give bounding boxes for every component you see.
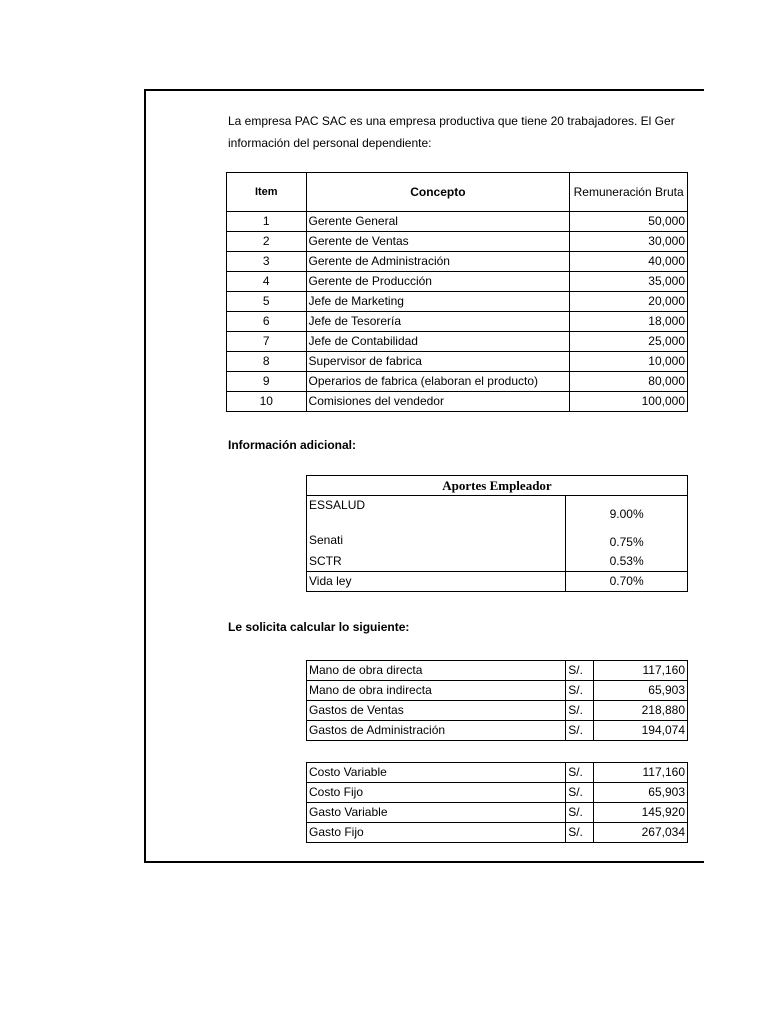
item-cell: 4	[227, 272, 307, 292]
moneda-cell: S/.	[566, 783, 594, 803]
aportes-rate: 0.75%	[609, 535, 644, 549]
solicita-label: Le solicita calcular lo siguiente:	[228, 620, 410, 634]
moneda-cell: S/.	[566, 803, 594, 823]
table-row	[307, 701, 688, 721]
table-row	[227, 252, 688, 272]
moneda-cell: S/.	[566, 823, 594, 843]
concepto-cell: Gerente de Producción	[306, 272, 570, 292]
concepto-cell: Jefe de Contabilidad	[306, 332, 570, 352]
monto-cell: 80,000	[570, 372, 688, 392]
moneda-cell: S/.	[566, 721, 594, 741]
table-row	[307, 763, 688, 783]
aportes-name: Senati	[309, 533, 344, 547]
monto-cell: 40,000	[570, 252, 688, 272]
table-row	[227, 312, 688, 332]
concepto-cell: Gastos de Ventas	[307, 701, 566, 721]
table-row	[227, 272, 688, 292]
item-cell: 5	[227, 292, 307, 312]
intro-line-2: información del personal dependiente:	[228, 136, 432, 150]
aportes-rate: 0.53%	[566, 552, 688, 572]
valor-cell: 145,920	[594, 803, 688, 823]
monto-cell: 18,000	[570, 312, 688, 332]
table-row	[227, 352, 688, 372]
aportes-title: Aportes Empleador	[307, 476, 688, 496]
valor-cell: 218,880	[594, 701, 688, 721]
monto-cell: 20,000	[570, 292, 688, 312]
concepto-cell: Gerente de Administración	[306, 252, 570, 272]
valor-cell: 117,160	[594, 763, 688, 783]
intro-line-1: La empresa PAC SAC es una empresa productiva que tiene 20 trabajadores. El Ger	[228, 114, 675, 128]
results-table-2	[306, 762, 688, 843]
item-cell: 8	[227, 352, 307, 372]
concepto-cell: Gastos de Administración	[307, 721, 566, 741]
item-cell: 7	[227, 332, 307, 352]
aportes-name: Vida ley	[307, 572, 566, 592]
header-item: Item	[227, 173, 307, 212]
concepto-cell: Gerente de Ventas	[306, 232, 570, 252]
concepto-cell: Gerente General	[306, 212, 570, 232]
staff-table	[226, 172, 688, 412]
monto-cell: 50,000	[570, 212, 688, 232]
valor-cell: 65,903	[594, 681, 688, 701]
monto-cell: 10,000	[570, 352, 688, 372]
aportes-row	[307, 572, 688, 592]
concepto-cell: Gasto Fijo	[307, 823, 566, 843]
moneda-cell: S/.	[566, 681, 594, 701]
table-row	[227, 332, 688, 352]
table-row	[227, 372, 688, 392]
moneda-cell: S/.	[566, 701, 594, 721]
aportes-name: SCTR	[307, 552, 566, 572]
aportes-name: ESSALUD	[309, 498, 366, 512]
table-row	[307, 661, 688, 681]
concepto-cell: Operarios de fabrica (elaboran el producto)	[306, 372, 570, 392]
valor-cell: 117,160	[594, 661, 688, 681]
item-cell: 3	[227, 252, 307, 272]
monto-cell: 30,000	[570, 232, 688, 252]
item-cell: 6	[227, 312, 307, 332]
aportes-table	[306, 475, 688, 592]
concepto-cell: Mano de obra indirecta	[307, 681, 566, 701]
results-table-1	[306, 660, 688, 741]
concepto-cell: Costo Variable	[307, 763, 566, 783]
table-row	[307, 681, 688, 701]
valor-cell: 65,903	[594, 783, 688, 803]
table-row	[307, 783, 688, 803]
moneda-cell: S/.	[566, 763, 594, 783]
monto-cell: 100,000	[570, 392, 688, 412]
concepto-cell: Costo Fijo	[307, 783, 566, 803]
valor-cell: 267,034	[594, 823, 688, 843]
staff-table-header	[227, 173, 688, 212]
table-row	[307, 803, 688, 823]
header-remuneracion: Remuneración Bruta	[570, 173, 688, 212]
table-row	[307, 823, 688, 843]
concepto-cell: Gasto Variable	[307, 803, 566, 823]
valor-cell: 194,074	[594, 721, 688, 741]
concepto-cell: Mano de obra directa	[307, 661, 566, 681]
monto-cell: 25,000	[570, 332, 688, 352]
concepto-cell: Jefe de Marketing	[306, 292, 570, 312]
table-row	[227, 212, 688, 232]
table-row	[227, 232, 688, 252]
aportes-row	[307, 496, 688, 553]
aportes-row	[307, 552, 688, 572]
header-concepto: Concepto	[306, 173, 570, 212]
moneda-cell: S/.	[566, 661, 594, 681]
item-cell: 2	[227, 232, 307, 252]
aportes-rate: 9.00%	[609, 507, 644, 521]
monto-cell: 35,000	[570, 272, 688, 292]
table-row	[227, 292, 688, 312]
item-cell: 9	[227, 372, 307, 392]
concepto-cell: Comisiones del vendedor	[306, 392, 570, 412]
concepto-cell: Jefe de Tesorería	[306, 312, 570, 332]
aportes-rate: 0.70%	[566, 572, 688, 592]
table-row	[307, 721, 688, 741]
item-cell: 10	[227, 392, 307, 412]
concepto-cell: Supervisor de fabrica	[306, 352, 570, 372]
info-adicional-label: Información adicional:	[228, 438, 357, 452]
table-row	[227, 392, 688, 412]
item-cell: 1	[227, 212, 307, 232]
